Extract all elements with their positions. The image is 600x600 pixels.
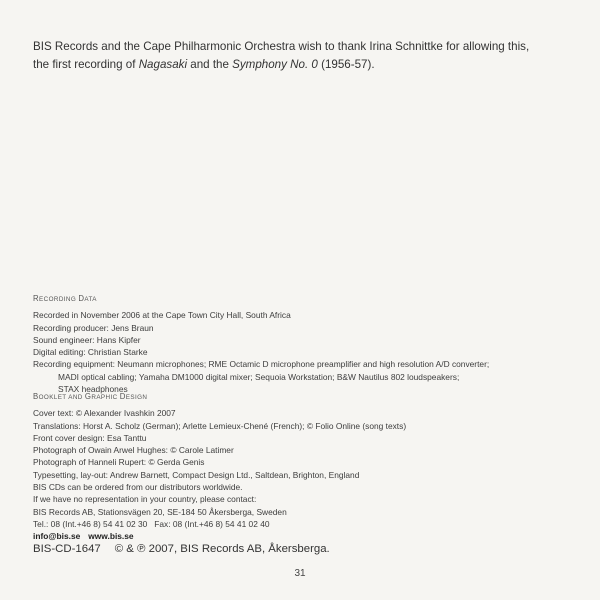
recording-line: Digital editing: Christian Starke — [33, 347, 148, 358]
recording-line: STAX headphones — [58, 384, 128, 395]
ack-title-nagasaki: Nagasaki — [138, 58, 188, 71]
distribution-line: If we have no representation in your country, please contact: — [33, 494, 257, 505]
distribution-line: BIS Records AB, Stationsvägen 20, SE-184 50 Åkersberga, Sweden — [33, 506, 287, 517]
distribution-section — [33, 481, 287, 542]
booklet-line: Cover text: © Alexander Ivashkin 2007 — [33, 408, 176, 419]
distribution-line: Tel.: 08 (Int.+46 8) 54 41 02 30 Fax: 08 (Int.+46 8) 54 41 02 40 — [33, 518, 270, 529]
recording-data-section — [33, 293, 573, 395]
booklet-design-heading: BOOKLET AND GRAPHIC DESIGN — [33, 392, 148, 401]
website-link[interactable]: www.bis.se — [88, 531, 134, 542]
booklet-line: Translations: Horst A. Scholz (German); Arlette Lemieux-Chené (French); © Folio Online (song texts) — [33, 420, 407, 431]
booklet-line: Typesetting, lay-out: Andrew Barnett, Compact Design Ltd., Saltdean, Brighton, England — [33, 469, 360, 480]
booklet-line: Photograph of Owain Arwel Hughes: © Carole Latimer — [33, 445, 234, 456]
email-link[interactable]: info@bis.se — [33, 531, 81, 542]
page-number: 31 — [294, 568, 306, 579]
booklet-design-section — [33, 391, 573, 481]
acknowledgement-line-1: BIS Records and the Cape Philharmonic Orchestra wish to thank Irina Schnittke for allowing this, — [33, 40, 530, 53]
ack-title-symphony: Symphony No. 0 — [232, 58, 318, 71]
acknowledgement-line-2 — [33, 56, 573, 74]
recording-line: Recording equipment: Neumann microphones; RME Octamic D microphone preamplifier and high resolution A/D converter; — [33, 359, 490, 370]
catalog-line — [33, 543, 330, 555]
contact-links — [33, 530, 287, 542]
copyright-notice: © & ℗ 2007, BIS Records AB, Åkersberga. — [114, 543, 330, 555]
recording-line: Recorded in November 2006 at the Cape Town City Hall, South Africa — [33, 310, 291, 321]
ack-text-c: and the — [187, 58, 233, 71]
recording-data-heading: RECORDING DATA — [33, 294, 97, 303]
booklet-line: Photograph of Hanneli Rupert: © Gerda Genis — [33, 457, 205, 468]
recording-line: MADI optical cabling; Yamaha DM1000 digital mixer; Sequoia Workstation; B&W Nautilus 802 loudspeakers; — [58, 371, 460, 382]
recording-line: Sound engineer: Hans Kipfer — [33, 334, 141, 345]
recording-line: Recording producer: Jens Braun — [33, 322, 154, 333]
distribution-line: BIS CDs can be ordered from our distributors worldwide. — [33, 482, 243, 492]
ack-text-e: (1956-57). — [317, 58, 375, 71]
ack-text-a: the first recording of — [33, 58, 139, 71]
booklet-line: Front cover design: Esa Tanttu — [33, 432, 147, 443]
acknowledgement — [33, 38, 573, 74]
catalog-number: BIS-CD-1647 — [33, 543, 101, 555]
